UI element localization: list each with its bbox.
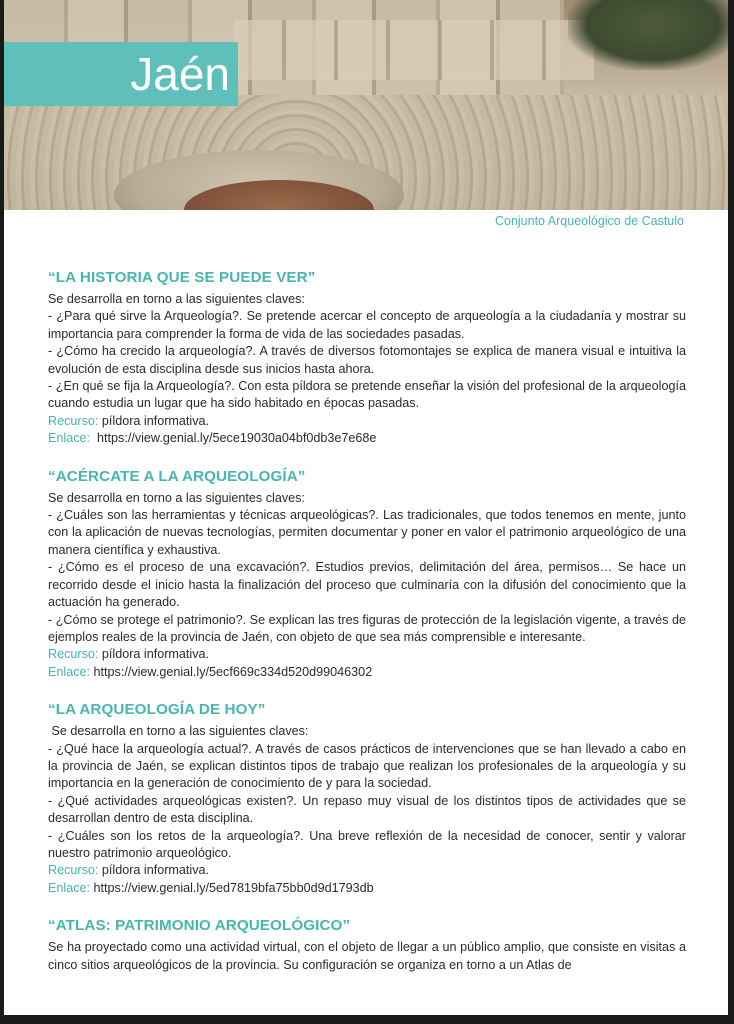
- section-item: - ¿Cuáles son los retos de la arqueología?. Una breve reflexión de la necesidad de conocer, sentir y valorar nuestro patrimonio arqueológico.: [48, 828, 686, 860]
- section-item: - ¿Qué actividades arqueológicas existen?. Un repaso muy visual de los distintos tipos de actividades que se desarrollan dentro de esta disciplina.: [48, 793, 686, 826]
- link-label: Enlace:: [48, 664, 91, 679]
- link-label: Enlace:: [48, 431, 91, 446]
- resource-line: [48, 862, 686, 879]
- main-content: [48, 268, 686, 993]
- link-line: [48, 880, 686, 897]
- section-intro: Se desarrolla en torno a las siguientes claves:: [48, 292, 305, 306]
- hero-photo: [4, 0, 728, 210]
- section-text: Se ha proyectado como una actividad virtual, con el objeto de llegar a un público amplio, que consiste en visitas a cinco sitios arqueológicos de la provincia. Su configuración se organiza en torno a un Atlas de: [48, 940, 686, 972]
- section-arqueologia-hoy: [48, 700, 686, 897]
- section-item: - ¿En qué se fija la Arqueología?. Con esta píldora se pretende enseñar la visión del profesional de la arqueología cuando estudia un lugar que ha sido habitado en épocas pasadas.: [48, 379, 686, 411]
- link-url[interactable]: https://view.genial.ly/5ecf669c334d520d99046302: [93, 664, 373, 679]
- resource-label: Recurso:: [48, 647, 99, 662]
- resource-value: píldora informativa.: [101, 647, 210, 662]
- section-heading: “ACÉRCATE A LA ARQUEOLOGÍA”: [48, 467, 306, 485]
- section-heading: “ATLAS: PATRIMONIO ARQUEOLÓGICO”: [48, 917, 351, 935]
- resource-label: Recurso:: [48, 413, 99, 428]
- ruins-wall-upper: [234, 20, 594, 80]
- section-heading: “LA ARQUEOLOGÍA DE HOY”: [48, 701, 266, 719]
- tree-foliage: [568, 0, 728, 70]
- title-banner: [4, 42, 238, 106]
- section-atlas: [48, 916, 686, 974]
- section-item: - ¿Cuáles son las herramientas y técnicas arqueológicas?. Las tradicionales, que todos tenemos en mente, junto con la aplicación de nuevas tecnologías, permiten documentar y poner en valor el patrimonio arqueológico de una manera científica y exhaustiva.: [48, 508, 686, 557]
- section-item: - ¿Cómo es el proceso de una excavación?. Estudios previos, delimitación del área, permisos… Se hace un recorrido desde el inicio hasta la finalización del proceso que culminaría con la difusión del conocimiento que la actuación ha generado.: [48, 560, 686, 610]
- resource-label: Recurso:: [48, 863, 99, 878]
- section-item: - ¿Qué hace la arqueología actual?. A través de casos prácticos de intervenciones que se han llevado a cabo en la provincia de Jaén, se explican distintos tipos de trabajo que realizan los profesionales de la arqueología y su importancia en la generación de conocimiento de y para la sociedad.: [48, 741, 686, 791]
- section-intro: Se desarrolla en torno a las siguientes claves:: [48, 724, 309, 739]
- link-url[interactable]: https://view.genial.ly/5ece19030a04bf0db3e7e68e: [97, 431, 377, 446]
- photo-caption: Conjunto Arqueológico de Castulo: [494, 214, 684, 228]
- resource-value: píldora informativa.: [101, 413, 210, 428]
- section-heading: “LA HISTORIA QUE SE PUEDE VER”: [48, 269, 316, 286]
- section-item: - ¿Cómo ha crecido la arqueología?. A través de diversos fotomontajes se explica de manera visual e intuitiva la evolución de esta disciplina desde sus inicios hasta ahora.: [48, 344, 686, 376]
- link-url[interactable]: https://view.genial.ly/5ed7819bfa75bb0d9d1793db: [93, 880, 374, 895]
- section-intro: Se desarrolla en torno a las siguientes claves:: [48, 490, 305, 505]
- link-line: [48, 430, 686, 447]
- section-item: - ¿Para qué sirve la Arqueología?. Se pretende acercar el concepto de arqueología a la ciudadanía y mostrar su importancia para comprender la forma de vida de las sociedades pasadas.: [48, 309, 686, 341]
- resource-line: [48, 646, 686, 663]
- document-page: [4, 0, 728, 1015]
- link-line: [48, 664, 686, 681]
- section-historia: [48, 268, 686, 448]
- resource-line: [48, 413, 686, 430]
- page-title: Jaén: [130, 48, 230, 100]
- resource-value: píldora informativa.: [101, 863, 210, 878]
- link-label: Enlace:: [48, 880, 91, 895]
- section-item: - ¿Cómo se protege el patrimonio?. Se explican las tres figuras de protección de la legislación vigente, a través de ejemplos reales de la provincia de Jaén, con objeto de que sea más comprensible e interesante.: [48, 612, 686, 644]
- section-acercate: [48, 467, 686, 681]
